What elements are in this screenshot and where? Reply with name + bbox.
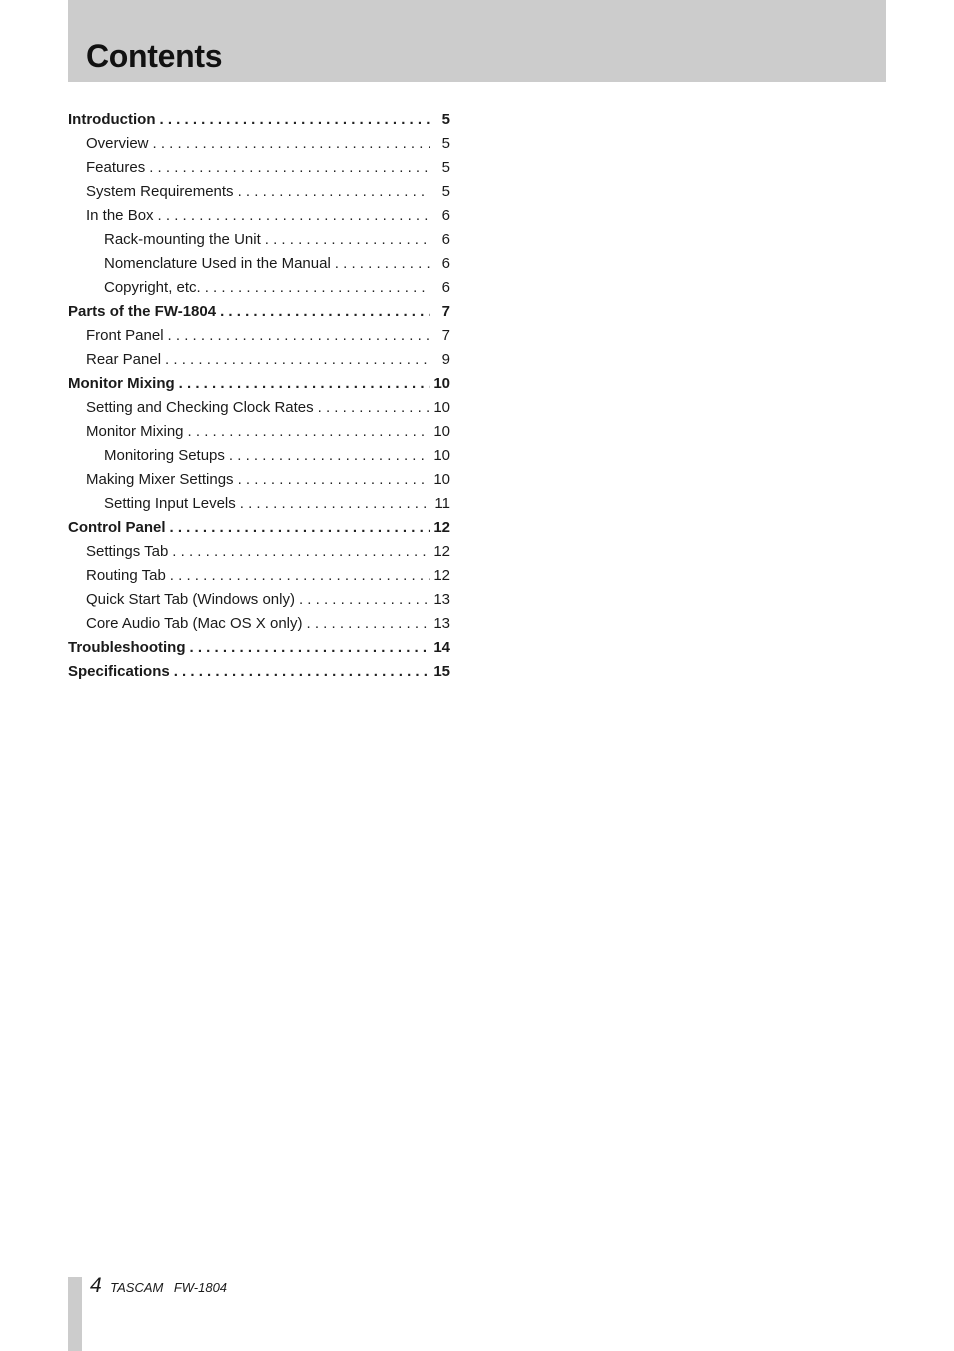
toc-dot-leader <box>172 540 430 564</box>
toc-dot-leader <box>190 636 431 660</box>
toc-entry[interactable] <box>68 492 450 516</box>
toc-entry-label: Troubleshooting <box>68 639 186 656</box>
toc-entry-label: Introduction <box>68 111 156 128</box>
toc-entry[interactable] <box>68 372 450 396</box>
toc-dot-leader <box>307 612 431 636</box>
toc-dot-leader <box>318 396 430 420</box>
toc-entry-page: 10 <box>433 399 450 416</box>
toc-entry-label: Copyright, etc. <box>104 279 201 296</box>
toc-dot-leader <box>158 204 430 228</box>
toc-entry-label: Front Panel <box>86 327 164 344</box>
toc-dot-leader <box>170 516 430 540</box>
toc-entry[interactable] <box>68 348 450 372</box>
toc-dot-leader <box>153 132 430 156</box>
toc-entry-label: Control Panel <box>68 519 166 536</box>
footer-page-number: 4 <box>90 1274 102 1297</box>
toc-entry[interactable] <box>68 612 450 636</box>
footer-brand: TASCAM <box>110 1280 164 1295</box>
toc-entry-label: Quick Start Tab (Windows only) <box>86 591 295 608</box>
toc-dot-leader <box>188 420 430 444</box>
toc-entry-label: Monitoring Setups <box>104 447 225 464</box>
toc-entry[interactable] <box>68 324 450 348</box>
toc-entry-label: Features <box>86 159 146 176</box>
toc-dot-leader <box>149 156 430 180</box>
toc-entry-page: 10 <box>433 375 450 392</box>
toc-entry-label: Setting Input Levels <box>104 495 236 512</box>
toc-entry[interactable] <box>68 204 450 228</box>
toc-dot-leader <box>168 324 430 348</box>
toc-entry-page: 7 <box>441 303 450 320</box>
toc-entry[interactable] <box>68 420 450 444</box>
toc-entry-page: 5 <box>441 183 450 200</box>
toc-entry-page: 6 <box>441 279 450 296</box>
toc-entry-page: 11 <box>434 495 450 512</box>
toc-entry-page: 15 <box>433 663 450 680</box>
toc-entry[interactable] <box>68 300 450 324</box>
toc-entry-page: 13 <box>433 615 450 632</box>
toc-entry-label: Setting and Checking Clock Rates <box>86 399 314 416</box>
toc-entry-page: 7 <box>441 327 450 344</box>
toc-entry-page: 6 <box>441 231 450 248</box>
toc-entry-page: 13 <box>433 591 450 608</box>
toc-dot-leader <box>238 468 430 492</box>
footer <box>90 1274 227 1298</box>
toc-entry[interactable] <box>68 132 450 156</box>
toc-entry-label: Making Mixer Settings <box>86 471 234 488</box>
table-of-contents <box>68 108 450 684</box>
toc-dot-leader <box>179 372 430 396</box>
toc-dot-leader <box>205 276 430 300</box>
toc-dot-leader <box>299 588 430 612</box>
toc-entry[interactable] <box>68 540 450 564</box>
toc-dot-leader <box>159 108 430 132</box>
toc-dot-leader <box>238 180 430 204</box>
toc-entry[interactable] <box>68 276 450 300</box>
page-title: Contents <box>86 38 223 74</box>
footer-model: FW-1804 <box>173 1280 228 1295</box>
toc-entry-page: 14 <box>433 639 450 656</box>
toc-entry[interactable] <box>68 108 450 132</box>
toc-entry-page: 10 <box>433 447 450 464</box>
toc-entry-page: 5 <box>441 159 450 176</box>
toc-entry-page: 5 <box>441 111 450 128</box>
toc-entry[interactable] <box>68 588 450 612</box>
toc-entry[interactable] <box>68 252 450 276</box>
toc-entry[interactable] <box>68 444 450 468</box>
toc-entry-label: In the Box <box>86 207 154 224</box>
toc-entry-page: 6 <box>441 207 450 224</box>
toc-entry-label: Nomenclature Used in the Manual <box>104 255 331 272</box>
toc-entry-page: 10 <box>433 423 450 440</box>
toc-dot-leader <box>229 444 430 468</box>
toc-dot-leader <box>335 252 430 276</box>
toc-entry[interactable] <box>68 396 450 420</box>
toc-entry-label: Parts of the FW-1804 <box>68 303 217 320</box>
toc-entry[interactable] <box>68 228 450 252</box>
toc-entry-label: Core Audio Tab (Mac OS X only) <box>86 615 303 632</box>
footer-bar <box>68 1277 82 1351</box>
toc-dot-leader <box>174 660 430 684</box>
toc-entry[interactable] <box>68 156 450 180</box>
toc-entry-page: 6 <box>441 255 450 272</box>
toc-entry-page: 9 <box>441 351 450 368</box>
toc-dot-leader <box>220 300 430 324</box>
toc-entry[interactable] <box>68 180 450 204</box>
toc-entry[interactable] <box>68 636 450 660</box>
toc-entry-label: Overview <box>86 135 149 152</box>
toc-entry-page: 12 <box>433 567 450 584</box>
toc-entry-label: System Requirements <box>86 183 234 200</box>
toc-dot-leader <box>165 348 430 372</box>
toc-entry-page: 12 <box>433 543 450 560</box>
toc-entry-label: Rack-mounting the Unit <box>104 231 261 248</box>
toc-dot-leader <box>170 564 430 588</box>
toc-entry-label: Specifications <box>68 663 170 680</box>
toc-entry-label: Monitor Mixing <box>68 375 175 392</box>
toc-dot-leader <box>265 228 430 252</box>
toc-entry[interactable] <box>68 516 450 540</box>
toc-entry-label: Settings Tab <box>86 543 169 560</box>
toc-entry-label: Monitor Mixing <box>86 423 184 440</box>
toc-entry-page: 12 <box>433 519 450 536</box>
toc-entry-label: Rear Panel <box>86 351 162 368</box>
toc-entry[interactable] <box>68 660 450 684</box>
toc-entry-page: 10 <box>433 471 450 488</box>
toc-entry-page: 5 <box>441 135 450 152</box>
toc-entry[interactable] <box>68 564 450 588</box>
toc-dot-leader <box>240 492 430 516</box>
toc-entry-label: Routing Tab <box>86 567 166 584</box>
toc-entry[interactable] <box>68 468 450 492</box>
